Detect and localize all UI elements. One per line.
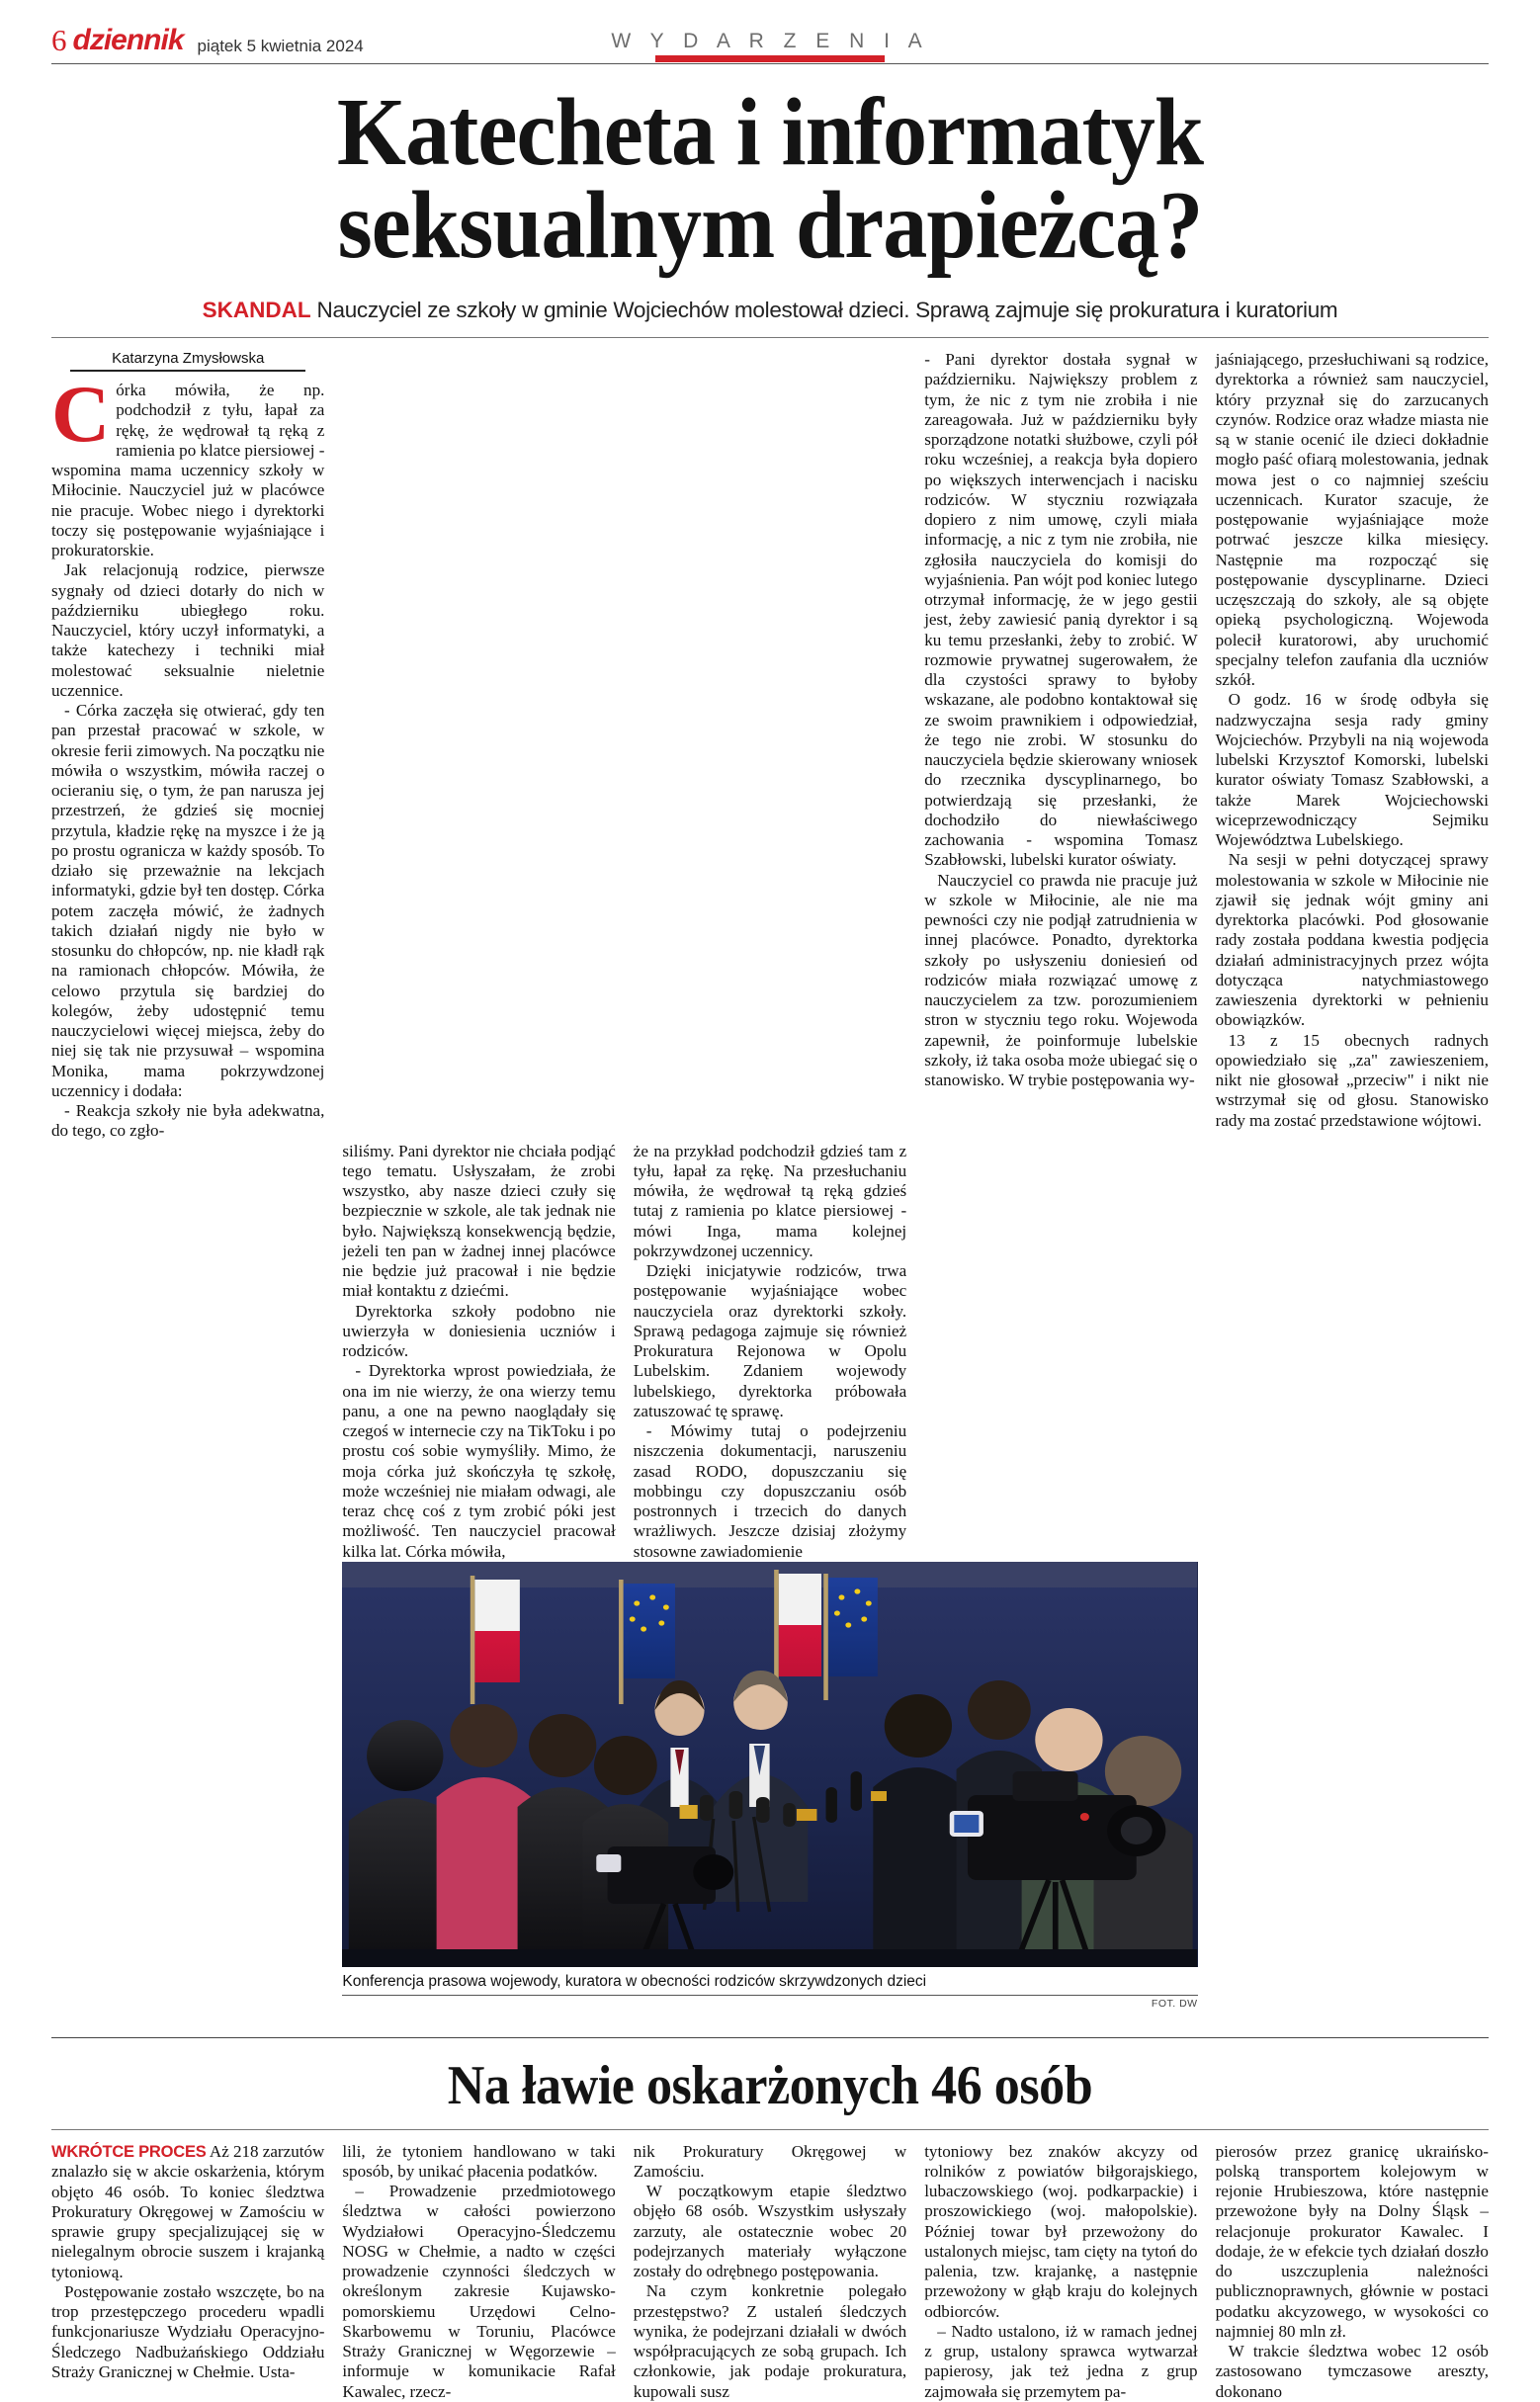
paragraph: – Nadto ustalono, iż w ramach jednej z grup, ustalony sprawca wytwarzał papierosy, jak też jedna z grup zajmowała się przemytem pa- (924, 2321, 1198, 2401)
deck-kicker: SKANDAL (202, 298, 311, 323)
paragraph: W trakcie śledztwa wobec 12 osób zastosowano tymczasowe areszty, dokonano (1215, 2342, 1489, 2401)
article1-photo-block (342, 1562, 1197, 2014)
paragraph: tytoniowy bez znaków akcyzy od rolników z powiatów biłgorajskiego, lubaczowskiego (woj. podkarpackie) i proszowickiego (woj. małopolskie). Później towar był przewożony do ustalonych miejsc, tam cięty na tytoń do palenia, tzw. krajankę, a następnie przewożony w głąb kraju do kolejnych odbiorców. (924, 2141, 1198, 2321)
article2-column-1 (51, 2142, 324, 2402)
paragraph: Dzięki inicjatywie rodziców, trwa postępowanie wyjaśniające wobec nauczyciela oraz dyrektorki szkoły. Sprawą pedagoga zajmuje się również Prokuratura Rejonowa w Opolu Lubelskim. Zdaniem wojewody lubelskiego, dyrektorka próbowała zatuszować tę sprawę. (633, 1261, 907, 1420)
photo-caption: Konferencja prasowa wojewody, kuratora w obecności rodziców skrzywdzonych dzieci (342, 1967, 1197, 1996)
paragraph: - Mówimy tutaj o podejrzeniu niszczenia dokumentacji, naruszeniu zasad RODO, dopuszczaniu się mobbingu czy dopuszczaniu osób postronnych i trzecich do danych wrażliwych. Jeszcze dzisiaj złożymy stosowne zawiadomienie (633, 1421, 907, 1561)
paragraph: lili, że tytoniem handlowano w taki sposób, by unikać płacenia podatków. (342, 2141, 616, 2181)
article2-column-2 (342, 2142, 615, 2402)
article1-column-5 (1216, 350, 1489, 1562)
article1-column-3 (634, 1142, 906, 1562)
article1-headline (109, 79, 1431, 280)
paragraph: - Reakcja szkoły nie była adekwatna, do tego, co zgło- (51, 1101, 325, 1141)
article1-column-2 (342, 1142, 615, 1562)
byline: Katarzyna Zmysłowska (70, 350, 305, 372)
paragraph: nik Prokuratury Okręgowej w Zamościu. (633, 2141, 907, 2181)
photo-graphic (342, 1562, 1197, 1967)
paragraph: 13 z 15 obecnych radnych opowiedziało się „za" zawieszeniem, nikt nie głosował „przeciw" i nikt nie wstrzymał się od głosu. Stanowisko rady ma zostać przedstawione wójtowi. (1215, 1030, 1489, 1130)
paragraph: że na przykład podchodził gdzieś tam z tyłu, łapał za rękę. Na przesłuchaniu mówiła, że wędrował tą ręką gdzieś tutaj z ramienia po klatce piersiowej - mówi Inga, mama kolejnej pokrzywdzonej uczennicy. (633, 1141, 907, 1260)
paragraph: Na sesji w pełni dotyczącej sprawy molestowania w szkole w Miłocinie nie zjawił się jednak wójt gminy ani dyrektorka placówki. Pod głosowanie rady została poddana kwestia podjęcia działań administracyjnych przez wójta dotycząca natychmiastowego zawieszenia dyrektorki w pełnieniu obowiązków. (1215, 850, 1489, 1030)
paragraph: Postępowanie zostało wszczęte, bo na trop przestępczego procederu wpadli funkcjonariusze Wydziału Operacyjno-Śledczego Nadbużańskiego Oddziału Straży Granicznej w Chełmie. Usta- (51, 2281, 325, 2381)
issue-date: piątek 5 kwietnia 2024 (197, 37, 364, 55)
article1-column-1 (51, 350, 324, 1142)
paragraph: jaśniającego, przesłuchiwani są rodzice, dyrektorka a również sam nauczyciel, który przyznał się do zarzucanych czynów. Rodzice oraz władze miasta nie są w stanie ocenić ile dzieci dokładnie mogło paść ofiarą molestowania, jednak mowa jest o co najmniej sześciu uczennicach. Kurator szacuje, że postępowanie wyjaśniające może potrwać jeszcze kilka miesięcy. Następnie ma rozpocząć się postępowanie dyscyplinarne. Dzieci uczęszczają do szkoły, ale są objęte opieką psychologiczną. Wojewoda polecił kuratorowi, aby uruchomić specjalny telefon zaufania dla uczniów szkół. (1215, 350, 1489, 690)
paragraph: Córka mówiła, że np. podchodził z tyłu, łapał za rękę, że wędrował tą ręką z ramienia po klatce piersiowej - wspomina mama uczennicy szkoły w Miłocinie. Nauczyciel już w placówce nie pracuje. Wobec niego i dyrektorki toczy się postępowanie wyjaśniające i prokuratorskie. (51, 369, 325, 560)
paragraph: pierosów przez granicę ukraińsko-polską transportem kolejowym w rejonie Hrubieszowa, które następnie przewożone były na Dolny Śląsk – relacjonuje prokurator Kawalec. I dodaje, że w efekcie tych działań doszło do uszczuplenia należności publicznoprawnych, głównie w postaci podatku akcyzowego, w wysokości co najmniej 80 mln zł. (1215, 2141, 1489, 2341)
press-conference-photo (342, 1562, 1197, 1967)
article2-headline-rule (51, 2129, 1489, 2130)
headline-line-2: seksualnym drapieżcą? (337, 172, 1203, 280)
paragraph: Dyrektorka szkoły podobno nie uwierzyła w doniesienia uczniów i rodziców. (342, 1301, 616, 1361)
article1-grid (51, 350, 1489, 2019)
article2-grid (51, 2142, 1489, 2402)
paragraph: Na czym konkretnie polegało przestępstwo? Z ustaleń śledczych wynika, że podejrzani działali w dwóch współpracujących ze sobą grupach. Ich członkowie, jak podaje prokuratura, kupowali susz (633, 2281, 907, 2401)
article1-column-4 (924, 350, 1197, 1562)
paragraph: O godz. 16 w środę odbyła się nadzwyczajna sesja rady gminy Wojciechów. Przybyli na nią wojewoda lubelski Krzysztof Komorski, lubelski kurator oświaty Tomasz Szabłowski, a także Marek Wojciechowski wiceprzewodniczący Sejmiku Województwa Lubelskiego. (1215, 690, 1489, 850)
page-number: 6 (51, 23, 67, 57)
deck-rule (51, 337, 1489, 338)
paragraph-text: Aż 218 zarzutów znalazło się w akcie oskarżenia, którym objęto 46 osób. To koniec śledztwa Prokuratury Okręgowej w Zamościu w sprawie grupy specjalizującej się w nielegalnym obrocie suszem i krajanką tytoniową. (51, 2141, 325, 2281)
paragraph: Nauczyciel co prawda nie pracuje już w szkole w Miłocinie, ale nie ma pewności czy nie podjął zatrudnienia w innej placówce. Ponadto, dyrektorka szkoły po usłyszeniu doniesień od rodziców miała rozwiązać umowę z nauczycielem za tzw. porozumieniem stron w styczniu tego roku. Wojewoda zapewnił, że poinformuje lubelskie szkoły, iż taka osoba może ubiegać się o stanowisko. W trybie postępowania wy- (924, 870, 1198, 1090)
article2-headline: Na ławie oskarżonych 46 osób (447, 2054, 1093, 2116)
article1-deck (51, 298, 1489, 323)
paragraph: Jak relacjonują rodzice, pierwsze sygnały od dzieci dotarły do nich w październiku ubiegłego roku. Nauczyciel, który uczył informatyki, a także katechezy i techniki miał molestować seksualnie nieletnie uczennice. (51, 560, 325, 700)
paragraph: – Prowadzenie przedmiotowego śledztwa w całości powierzono Wydziałowi Operacyjno-Śledczemu NOSG w Chełmie, a nadto w części prowadzenie czynności śledczych w określonym zakresie Kujawsko-pomorskiemu Urzędowi Celno-Skarbowemu w Toruniu, Placówce Straży Granicznej w Węgorzewie – informuje w komunikacie Rafał Kawalec, rzecz- (342, 2182, 616, 2401)
paragraph: W początkowym etapie śledztwo objęło 68 osób. Wszystkim usłyszały zarzuty, ale ostatecznie wobec 20 podejrzanych materiały wyłączone zostały do odrębnego postępowania. (633, 2182, 907, 2281)
photo-credit: FOT. DW (1151, 1997, 1198, 2010)
paragraph: - Córka zaczęła się otwierać, gdy ten pan przestał pracować w szkole, w okresie ferii zimowych. Na początku nie mówiła o wszystkim, mówiła raczej o ocieraniu się, o tym, że pan narusza jej przestrzeń, że gdzieś się mocniej przytula, kładzie rękę na myszce i że ją po prostu ogranicza w każdy sposób. To działo się przeważnie na lekcjach informatyki, gdzie był ten dostęp. Córka potem zaczęła mówić, że żadnych takich działań nigdy nie było w stosunku do chłopców, np. nie kładł rąk na ramionach chłopców. Mówiła, że celowo przytula się bardziej do kolegów, żeby udostępnić temu nauczycielowi więcej miejsca, żeby do niej się tak nie przysuwał – wspomina Monika, mama pokrzywdzonej uczennicy i dodała: (51, 701, 325, 1100)
masthead-rule (51, 63, 1489, 64)
headline-line-1: Katecheta i informatyk (336, 79, 1204, 186)
paragraph: - Dyrektorka wprost powiedziała, że ona im nie wierzy, że ona wierzy temu panu, a one na pewno naoglądały się czegoś w internecie czy na TikToku i po prostu coś sobie wymyśliły. Mimo, że moja córka już skończyła tę szkołę, może wcześniej nie miałam odwagi, ale teraz chcę coś z tym zrobić póki jest możliwość. Ten nauczyciel pracował kilka lat. Córka mówiła, (342, 1361, 616, 1561)
article2-column-3 (634, 2142, 906, 2402)
paragraph: siliśmy. Pani dyrektor nie chciała podjąć tego tematu. Usłyszałam, że zrobi wszystko, aby nasze dzieci czuły się bezpiecznie w szkole, ale tak jednak nie było. Największą konsekwencją będzie, jeżeli ten pan w żadnej innej placówce nie będzie już pracował i nie będzie miał kontaktu z dziećmi. (342, 1141, 616, 1301)
deck-text: Nauczyciel ze szkoły w gminie Wojciechów molestował dzieci. Sprawą zajmuje się prokuratura i kuratorium (316, 298, 1338, 323)
paragraph: - Pani dyrektor dostała sygnał w październiku. Największy problem z tym, że nic z tym nie zrobiła i nie zareagowała. Już w październiku były sporządzone notatki służbowe, czyli pół roku wcześniej, a reakcja była dopiero po większych interwencjach i nacisku rodziców. W styczniu rozwiązała dopiero z nim umowę, czyli miała informację, a nic z tym nie zrobiła, nie zgłosiła nauczyciela do komisji do wyjaśnienia. Pan wójt pod koniec lutego otrzymał informację, że w jego gestii jest, żeby zawiesić panią dyrektor i są ku temu przesłanki, żeby to zrobić. W rozmowie prywatnej sugerowałem, że dla czystości sprawy to byłoby wskazane, ale podobno kontaktował się ze swoim prawnikiem i odpowiedział, że tego nie zrobi. W stosunku do nauczyciela będzie skierowany wniosek do rzecznika dyscyplinarnego, bo potwierdzają się przesłanki, że dochodziło do niewłaściwego zachowania - wspomina Tomasz Szabłowski, lubelski kurator oświaty. (924, 350, 1198, 870)
brand-logo: dziennik (72, 24, 184, 56)
article2-kicker: WKRÓTCE PROCES (51, 2142, 207, 2161)
section-underline-bar (655, 55, 885, 62)
article2-column-5 (1216, 2142, 1489, 2402)
section-title: W Y D A R Z E N I A (611, 30, 929, 52)
article2-separator (51, 2037, 1489, 2038)
paragraph (51, 2142, 324, 2282)
masthead (51, 0, 1489, 57)
article2-column-4 (924, 2142, 1197, 2402)
